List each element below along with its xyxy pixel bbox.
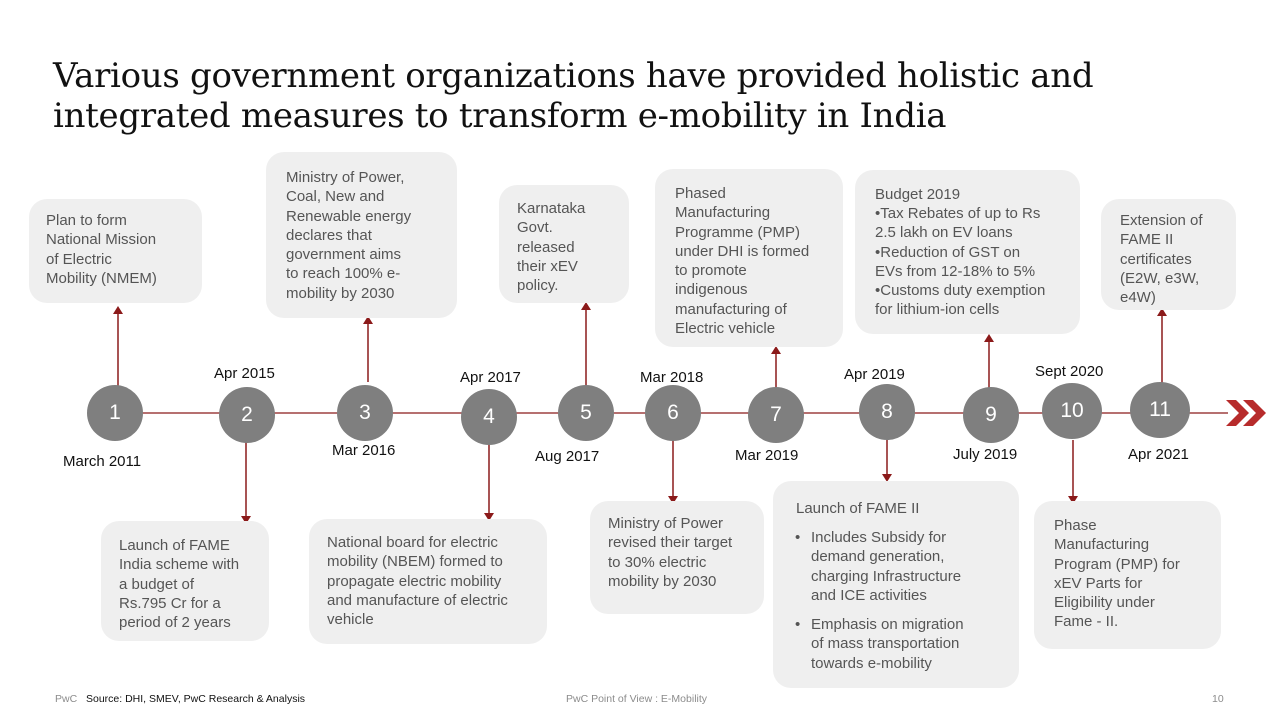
milestone-6-circle: 6 (645, 385, 701, 441)
title-line-2: integrated measures to transform e-mobility in India (53, 96, 947, 136)
milestone-11-circle: 11 (1130, 382, 1190, 438)
milestone-2-box (101, 521, 269, 641)
milestone-8-heading: Launch of FAME II (796, 500, 920, 517)
double-chevron-right-icon (1226, 400, 1266, 426)
milestone-2-text: Launch of FAME India scheme with a budget of Rs.795 Cr for a period of 2 years (119, 537, 240, 632)
footer-center: PwC Point of View : E-Mobility (566, 693, 708, 705)
milestone-4-date: Apr 2017 (460, 369, 521, 386)
page-number: 10 (1212, 693, 1224, 705)
milestone-4-box (309, 519, 547, 644)
milestone-10-box (1034, 501, 1221, 649)
milestone-1-date: March 2011 (63, 453, 142, 470)
milestone-4-circle: 4 (461, 389, 517, 445)
milestone-11-date: Apr 2021 (1128, 446, 1189, 463)
milestone-8-bullets (795, 528, 964, 683)
milestone-8-box (773, 481, 1019, 688)
milestone-2-date: Apr 2015 (214, 365, 275, 382)
milestone-1-box (29, 199, 202, 303)
milestone-8-date: Apr 2019 (844, 366, 905, 383)
milestone-10-text: Phase Manufacturing Program (PMP) for xEV Parts for Eligibility under Fame - II. (1054, 517, 1180, 631)
milestone-4-text: National board for electric mobility (NBEM) formed to propagate electric mobility and manufacture of electric vehicle (327, 534, 508, 629)
milestone-10-date: Sept 2020 (1035, 363, 1104, 380)
milestone-5-date: Aug 2017 (535, 448, 600, 465)
milestone-11-text: Extension of FAME II certificates (E2W, e3W, e4W) (1120, 212, 1203, 307)
milestone-3-date: Mar 2016 (332, 442, 396, 459)
milestone-5-box (499, 185, 629, 303)
milestone-5-text: Karnataka Govt. released their xEV policy. (517, 200, 586, 295)
milestone-6-date: Mar 2018 (640, 369, 704, 386)
milestone-6-text: Ministry of Power revised their target to 30% electric mobility by 2030 (608, 515, 733, 590)
milestone-9-circle: 9 (963, 387, 1019, 443)
milestone-9-heading: Budget 2019 (875, 186, 961, 203)
milestone-3-box (266, 152, 457, 318)
milestone-10-circle: 10 (1042, 383, 1102, 439)
milestone-1-text: Plan to form National Mission of Electric Mobility (NMEM) (46, 212, 157, 287)
milestone-5-circle: 5 (558, 385, 614, 441)
milestone-9-bullets (875, 204, 1045, 320)
milestone-9-date: July 2019 (953, 446, 1018, 463)
footer-source: Source: DHI, SMEV, PwC Research & Analysis (86, 693, 306, 705)
milestone-7-date: Mar 2019 (735, 447, 799, 464)
milestone-7-circle: 7 (748, 387, 804, 443)
footer-brand: PwC (55, 693, 78, 705)
milestone-9-bullet: •Tax Rebates of up to Rs 2.5 lakh on EV loans (875, 205, 1041, 242)
milestone-9-box (855, 170, 1080, 334)
milestone-2-circle: 2 (219, 387, 275, 443)
milestone-6-box (590, 501, 764, 614)
milestone-9-bullet: •Customs duty exemption for lithium-ion cells (875, 282, 1046, 319)
milestone-11-box (1101, 199, 1236, 310)
milestone-1-circle: 1 (87, 385, 143, 441)
milestone-8-bullet: • Includes Subsidy for demand generation, charging Infrastructure and ICE activities (795, 528, 964, 605)
title-line-1: Various government organizations have provided holistic and (53, 56, 1094, 96)
milestone-7-box (655, 169, 843, 347)
milestone-7-text: Phased Manufacturing Programme (PMP) under DHI is formed to promote indigenous manufacturing of Electric vehicle (675, 185, 810, 338)
milestone-9-bullet: •Reduction of GST on EVs from 12-18% to 5% (875, 243, 1036, 280)
milestone-8-bullet: • Emphasis on migration of mass transportation towards e-mobility (795, 615, 964, 673)
milestone-3-circle: 3 (337, 385, 393, 441)
milestone-3-text: Ministry of Power, Coal, New and Renewable energy declares that government aims to reach 100% e- mobility by 2030 (286, 169, 412, 302)
milestone-8-circle: 8 (859, 384, 915, 440)
